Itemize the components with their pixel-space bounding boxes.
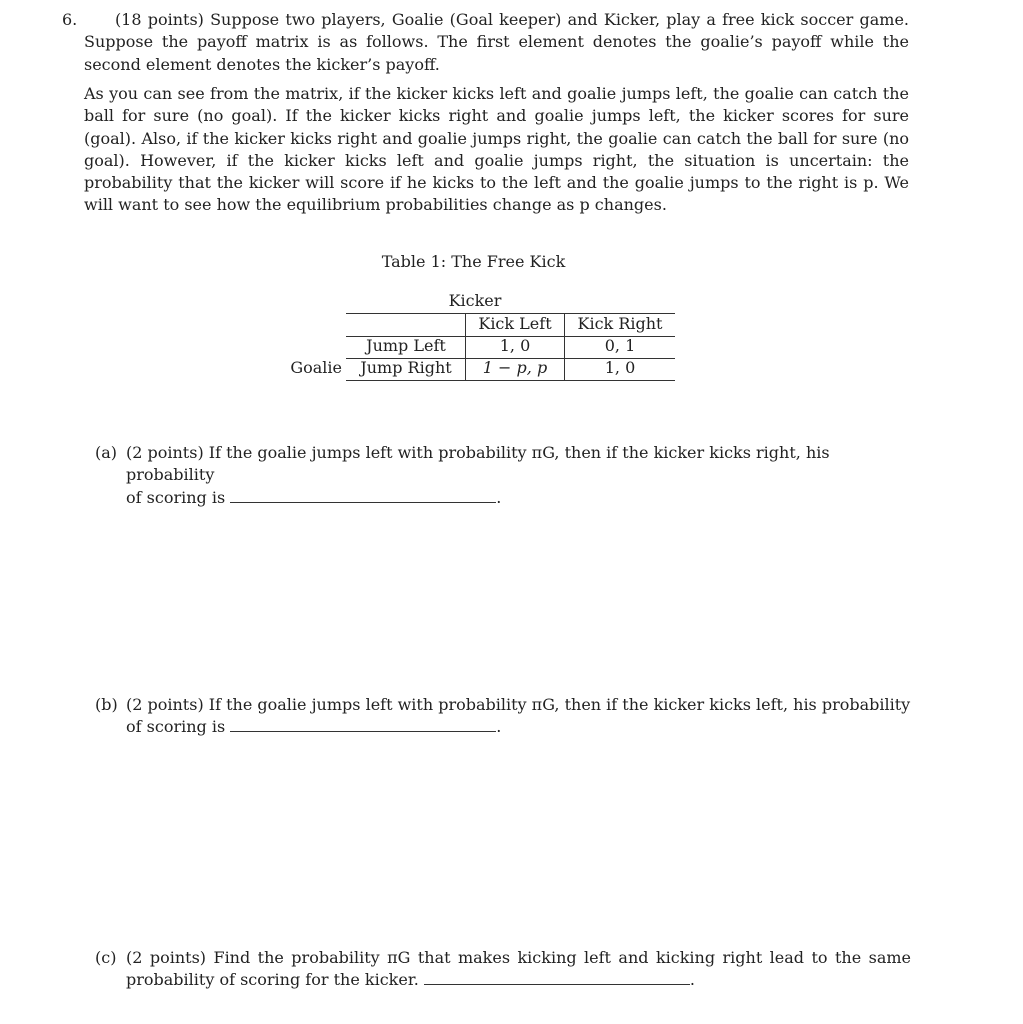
part-b [126, 694, 911, 739]
question-number: 6. [62, 10, 78, 29]
part-b-line2 [126, 716, 911, 738]
part-c-end: . [689, 970, 695, 990]
part-b-end: . [496, 717, 502, 737]
part-c-line1: (2 points) Find the probability πG that makes kicking left and kicking right lead to the same [126, 948, 911, 967]
question-explanation: As you can see from the matrix, if the kicker kicks left and goalie jumps left, the goalie can catch the ball for sure (no goal). If the kicker kicks right and goalie jumps left, the kicker scores for sure (goal). Also, if the kicker kicks right and goalie jumps right, the goalie can catch the ball for sure (no goal). However, if the kicker kicks left and goalie jumps right, the situation is uncertain: the probability that the kicker will score if he kicks to the left and the goalie jumps to the right is p. We will want to see how the equilibrium probabilities change as p changes. [84, 84, 909, 215]
part-a-label: (a) [95, 443, 118, 462]
cell-jump-left-kick-left: 1, 0 [499, 336, 531, 355]
row-player-label: Goalie [290, 358, 342, 377]
table-caption: Table 1: The Free Kick [381, 252, 566, 271]
question-intro-text: (18 points) Suppose two players, Goalie (Goal keeper) and Kicker, play a free kick soccer game. Suppose the payoff matrix is as follows. The first element denotes the goalie’s payoff while the second element denotes the kicker’s payoff. [84, 10, 909, 74]
part-b-line2-text: of scoring is [126, 717, 226, 737]
part-c-answer-blank[interactable] [424, 970, 690, 985]
part-c [126, 947, 911, 992]
part-a-line1: (2 points) If the goalie jumps left with probability πG, then if the kicker kicks right, his probability [126, 443, 830, 485]
row-label-jump-right: Jump Right [360, 358, 452, 377]
part-b-answer-blank[interactable] [230, 717, 496, 732]
part-c-line2 [126, 969, 911, 991]
column-header-kick-right: Kick Right [577, 314, 663, 333]
part-a-end: . [496, 487, 502, 507]
table-vertical-rule-1 [465, 313, 466, 381]
part-a-line2 [126, 487, 911, 509]
table-bottom-rule [346, 380, 675, 381]
part-b-label: (b) [95, 695, 118, 714]
part-a-line2-text: of scoring is [126, 487, 226, 507]
part-a [126, 442, 911, 509]
part-b-line1: (2 points) If the goalie jumps left with probability πG, then if the kicker kicks left, his probability [126, 695, 911, 714]
row-label-jump-left: Jump Left [366, 336, 446, 355]
part-c-label: (c) [95, 948, 117, 967]
column-player-label: Kicker [448, 291, 502, 310]
column-header-kick-left: Kick Left [478, 314, 552, 333]
cell-jump-right-kick-left: 1 − p, p [482, 358, 548, 377]
cell-jump-right-kick-right: 1, 0 [604, 358, 636, 377]
payoff-table [0, 0, 1023, 400]
part-a-answer-blank[interactable] [230, 488, 496, 503]
cell-jump-left-kick-right: 0, 1 [604, 336, 636, 355]
table-vertical-rule-2 [564, 313, 565, 381]
part-c-line2-text: probability of scoring for the kicker. [126, 970, 419, 990]
